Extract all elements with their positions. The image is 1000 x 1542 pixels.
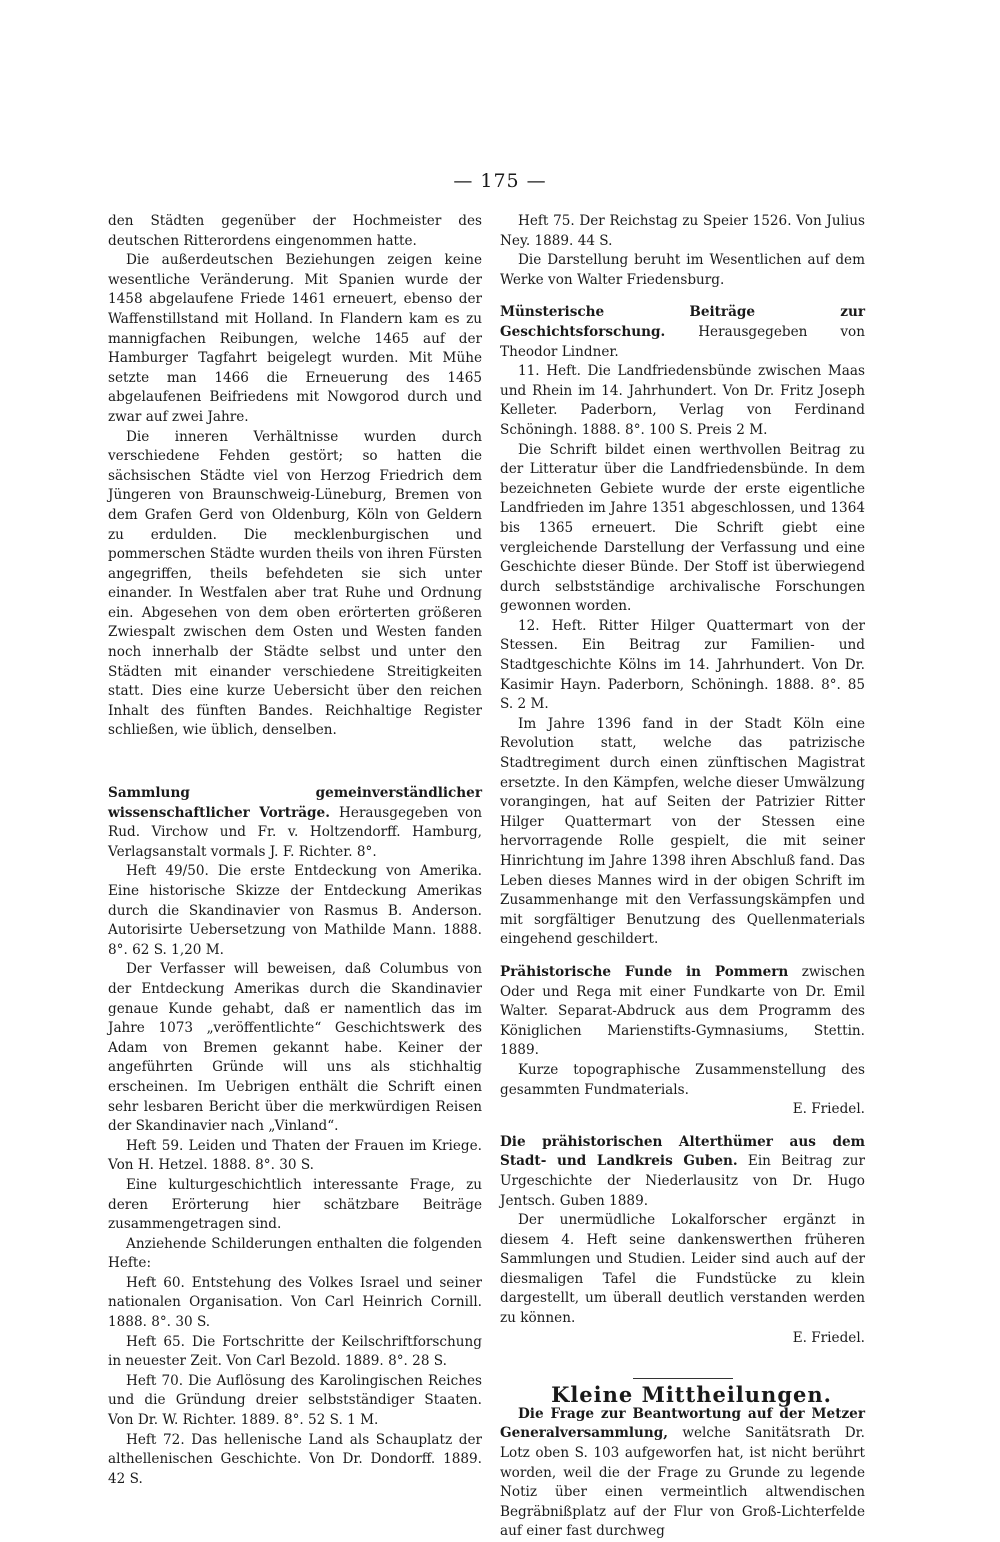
entry-heft-75: Heft 75. Der Reichstag zu Speier 1526. Von Julius Ney. 1889. 44 S. xyxy=(500,213,865,249)
paragraph-foreign-relations: Die außerdeutschen Beziehungen zeigen keine wesentliche Veränderung. Mit Spanien wurde der 1458 abgelaufene Friede 1461 erneuert, ebenso der Waffenstillstand mit Holland. In Flandern kam es zu mannigfachen Reibungen, welche 1465 auf der Hamburger Tagfahrt beigelegt wurden. Mit Mühe setzte man 1466 die Erneuerung des 1465 abgelaufenen Beifriedens mit Nowgorod durch und zwar auf zwei Jahre. xyxy=(108,252,482,425)
left-column xyxy=(108,212,482,1489)
entry-praehist-pommern xyxy=(500,963,865,1061)
entry-heft-59: Heft 59. Leiden und Thaten der Frauen im Kriege. Von H. Hetzel. 1888. 8°. 30 S. xyxy=(108,1137,482,1174)
paragraph-body: welche Sanitätsrath Dr. Lotz oben S. 103 aufgeworfen hat, ist nicht berührt worden, weil die der Frage zu Grunde zu legende Notiz über einen vermeintlich altwendischen Begräbnißplatz auf der Flur von Groß-Lichterfelde auf einer fast durchweg xyxy=(500,1425,865,1540)
entry-heft-12: 12. Heft. Ritter Hilger Quattermart von der Stessen. Ein Beitrag zur Familien- und Stadtgeschichte Kölns im 14. Jahrhundert. Von Dr. Kasimir Hayn. Paderborn, Schöningh. 1888. 8°. 85 S. 2 M. xyxy=(500,617,865,713)
entry-heft-49-50: Heft 49/50. Die erste Entdeckung von Amerika. Eine historische Skizze der Entdeckung Amerikas durch die Skandinavier von Rasmus B. Anderson. Autorisirte Uebersetzung von Mathilde Mann. 1888. 8°. 62 S. 1,20 M. xyxy=(108,863,482,958)
entry-details: zwischen Oder und Rega mit einer Fundkarte von Dr. Emil Walter. Separat-Abdruck aus dem Programm des Königlichen Marienstifts-Gymnasiums, Stettin. 1889. xyxy=(500,963,865,1059)
entry-title: Sammlung gemeinverständlicher wissenschaftlicher Vorträge. xyxy=(108,785,482,821)
signature: E. Friedel. xyxy=(792,1329,865,1346)
entry-title: Münsterische Beiträge zur Geschichtsforschung. xyxy=(500,304,865,340)
review-heft-11: Die Schrift bildet einen werthvollen Beitrag zu der Litteratur über die Landfriedensbünde. In dem bezeichneten Gebiete wurde der erste eigentliche Landfrieden im Jahre 1351 abgeschlossen, und 1364 bis 1365 erneuert. Die Schrift giebt eine vergleichende Darstellung der Verfassung und eine Geschichte dieser Bünde. Der Stoff ist überwiegend durch selbstständige archivalische Forschungen gewonnen worden. xyxy=(500,441,865,615)
entry-heft-11: 11. Heft. Die Landfriedensbünde zwischen Maas und Rhein im 14. Jahrhundert. Von Dr. Fritz Joseph Kelleter. Paderborn, Verlag von Ferdinand Schöningh. 1888. 8°. 100 S. Preis 2 M. xyxy=(500,363,865,438)
intro-following-hefte: Anziehende Schilderungen enthalten die folgenden Hefte: xyxy=(108,1235,482,1272)
entry-details: Ein Beitrag zur Urgeschichte der Niederlausitz von Dr. Hugo Jentsch. Guben 1889. xyxy=(500,1153,865,1209)
section-divider xyxy=(633,1378,733,1379)
review-heft-59: Eine kulturgeschichtlich interessante Frage, zu deren Erörterung hier schätzbare Beiträge zusammengetragen sind. xyxy=(108,1176,482,1233)
paragraph-metz-question xyxy=(500,1405,865,1542)
review-heft-49-50: Der Verfasser will beweisen, daß Columbus von der Entdeckung Amerikas durch die Skandinavier genaue Kunde gehabt, daß er namentlich das im Jahre 1073 „veröffentlichte“ Geschichtswerk des Adam von Bremen gekannt habe. Keiner der angeführten Gründe will uns als stichhaltig erscheinen. Im Uebrigen enthält die Schrift einen sehr lesbaren Bericht über die merkwürdigen Reisen der Skandinavier nach „Vinland“. xyxy=(108,961,482,1135)
entry-publisher: Herausgegeben von Rud. Virchow und Fr. v. Holtzendorff. Hamburg, Verlagsanstalt vormals J. F. Richter. 8°. xyxy=(108,804,482,860)
paragraph-lead: Die Frage zur Beantwortung auf der Metzer Generalversammlung, xyxy=(500,1405,865,1442)
entry-guben xyxy=(500,1133,865,1211)
page-number: — 175 — xyxy=(453,170,547,192)
entry-heft-60: Heft 60. Entstehung des Volkes Israel und seiner nationalen Organisation. Von Carl Heinrich Cornill. 1888. 8°. 30 S. xyxy=(108,1274,482,1331)
entry-sammlung xyxy=(108,784,482,862)
entry-heft-70: Heft 70. Die Auflösung des Karolingischen Reiches und die Gründung dreier selbstständiger Staaten. Von Dr. W. Richter. 1889. 8°. 52 S. 1 M. xyxy=(108,1372,482,1429)
paragraph-internal-affairs: Die inneren Verhältnisse wurden durch verschiedene Fehden gestört; so hatten die sächsischen Städte viel von Herzog Friedrich dem Jüngeren von Braunschweig-Lüneburg, Bremen von dem Grafen Gerd von Oldenburg, Köln von Geldern zu erdulden. Die mecklenburgischen und pommerschen Städte wurden theils von ihren Fürsten angegriffen, theils befehdeten sie sich unter einander. In Westfalen aber trat Ruhe und Ordnung ein. Abgesehen von dem oben erörterten größeren Zwiespalt zwischen dem Osten und Westen fanden noch innerhalb der Städte selbst und unter den Städten mit einander verschiedene Streitigkeiten statt. Dies eine kurze Uebersicht über den reichen Inhalt des fünften Bandes. Reichhaltige Register schließen, wie üblich, denselben. xyxy=(108,428,482,739)
entry-title: Prähistorische Funde in Pommern xyxy=(500,963,789,980)
review-heft-75: Die Darstellung beruht im Wesentlichen auf dem Werke von Walter Friedensburg. xyxy=(500,252,865,288)
paragraph-continued: den Städten gegenüber der Hochmeister des deutschen Ritterordens eingenommen hatte. xyxy=(108,213,482,249)
review-praehist-pommern: Kurze topographische Zusammenstellung des gesammten Fundmaterials. xyxy=(500,1061,865,1098)
right-column xyxy=(500,212,865,1542)
entry-heft-72: Heft 72. Das hellenische Land als Schauplatz der althellenischen Geschichte. Von Dr. Dondorff. 1889. 42 S. xyxy=(108,1431,482,1487)
entry-editor: Herausgegeben von Theodor Lindner. xyxy=(500,323,865,360)
section-title: Kleine Mittheilungen. xyxy=(551,1382,832,1408)
review-heft-12: Im Jahre 1396 fand in der Stadt Köln eine Revolution statt, welche das patrizische Stadtregiment durch einen zünftischen Magistrat ersetzte. In den Kämpfen, welche dieser Umwälzung vorangingen, hat auf Seiten der Patrizier Ritter Hilger Quattermart von der Stessen eine hervorragende Rolle gespielt, die mit seiner Hinrichtung im Jahre 1398 ihren Abschluß fand. Das Leben dieses Mannes wird in der obigen Schrift im Zusammenhange mit den Verfassungskämpfen und mit sorgfältiger Benutzung des Quellenmaterials eingehend geschildert. xyxy=(500,715,865,948)
entry-muenster xyxy=(500,303,865,362)
spacer xyxy=(500,1348,865,1378)
entry-heft-65: Heft 65. Die Fortschritte der Keilschriftforschung in neuester Zeit. Von Carl Bezold. 1889. 8°. 28 S. xyxy=(108,1333,482,1370)
spacer xyxy=(108,741,482,771)
review-guben: Der unermüdliche Lokalforscher ergänzt in diesem 4. Heft seine dankenswerthen früheren Sammlungen und Studien. Leider sind auch auf der diesmaligen Tafel die Fundstücke zu klein dargestellt, um überall deutlich verstanden werden zu können. xyxy=(500,1212,865,1327)
signature: E. Friedel. xyxy=(792,1101,865,1118)
entry-title: Die prähistorischen Alterthümer aus dem Stadt- und Landkreis Guben. xyxy=(500,1133,865,1170)
